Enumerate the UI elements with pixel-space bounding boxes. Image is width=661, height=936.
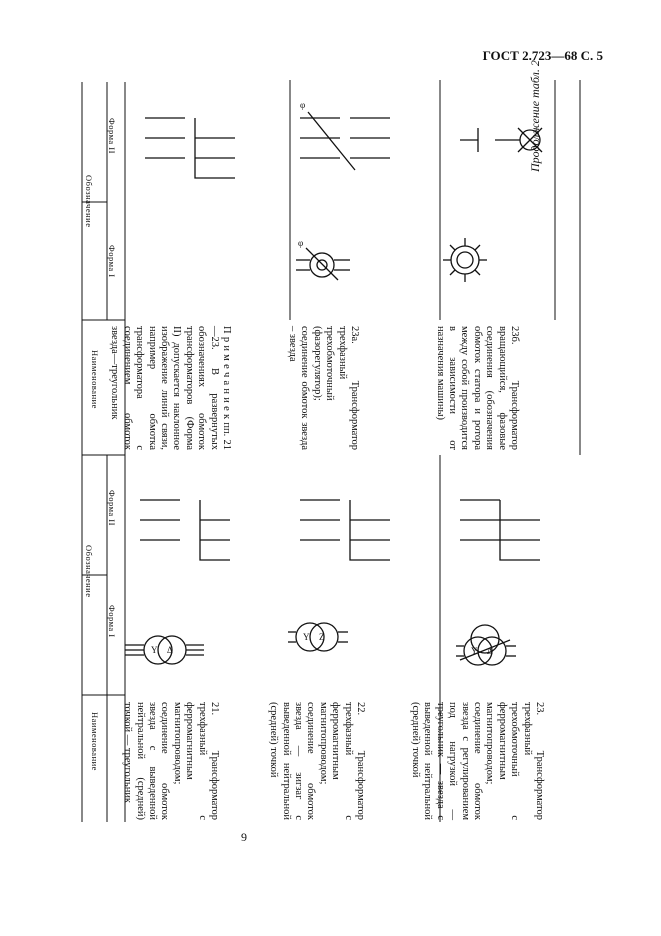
delta-symbol-23: Δ xyxy=(487,646,493,656)
row-23b-form2-symbol xyxy=(460,128,542,152)
header-name-top: Наименование xyxy=(90,350,100,409)
star-symbol-22: Y xyxy=(303,632,310,642)
continuation-label: Продолжение табл. 2 xyxy=(528,60,542,172)
document-header: ГОСТ 2.723—68 С. 5 xyxy=(482,48,603,63)
row-23-name: 23. Трансформатор трехфазный трехобмоточный с ферромагнитным магнитопроводом; соединение обмоток звезда с регулированием под нагрузкой — треугольник — звезда с выведенной нейтральной (средней) точкой xyxy=(409,702,545,820)
star-symbol-21: Y xyxy=(151,645,158,655)
zigzag-symbol-22: Z xyxy=(319,632,325,642)
delta-symbol-21: Δ xyxy=(167,645,173,655)
header-form2-bottom: Форма II xyxy=(107,490,117,526)
coil-blocks xyxy=(140,112,540,560)
header-form1-bottom: Форма I xyxy=(107,605,117,638)
row-23b-form1-symbol xyxy=(443,238,487,282)
row-23b-name: 23б. Трансформатор вращающийся, фазовые соединения (обозначения обмоток статора и ротора между собой производится в зависимости от назначения машины) xyxy=(434,326,520,450)
header-designation-bottom: Обозначение xyxy=(84,545,94,598)
row-23-form1-symbol xyxy=(456,625,516,665)
row-21-name: 21. Трансформатор трехфазный с ферромагнитным магнитопроводом; соединение обмоток звезда с выведенной нейтральной (средней) точкой — треугольник xyxy=(122,702,220,820)
star-symbol-23: Y xyxy=(471,646,478,656)
phi-symbol-23a: φ xyxy=(298,238,304,248)
row-22-name: 22. Трансформатор трехфазный с ферромагнитным магнитопроводом; соединение обмоток звезда — зигзаг с выведенной нейтральной (средней) точкой xyxy=(268,702,366,820)
header-designation-top: Обозначение xyxy=(84,175,94,228)
row-23a-form1-symbol xyxy=(296,248,350,280)
page-number: 9 xyxy=(241,830,247,844)
header-form2-top: Форма II xyxy=(107,118,117,154)
phi-symbol-23a-form2: φ xyxy=(300,100,306,110)
note-21-23: П р и м е ч а н и е к пп. 21—23. В развернутых обозначениях обмоток трансформаторов (Форма II) допускается наклонное изображение линий связи, например обмотка трансформатора с соединением обмоток звезда—треугольник xyxy=(109,326,232,450)
header-name-bottom: Наименование xyxy=(90,712,100,771)
row-21-form1-symbol xyxy=(125,636,204,664)
row-22-form1-symbol xyxy=(288,623,348,651)
row-23a-name: 23а. Трансформатор трехфазный трехобмоточный (фазорегулятор); соединение обмоток звезда – звезда xyxy=(286,326,360,450)
header-form1-top: Форма I xyxy=(107,245,117,278)
